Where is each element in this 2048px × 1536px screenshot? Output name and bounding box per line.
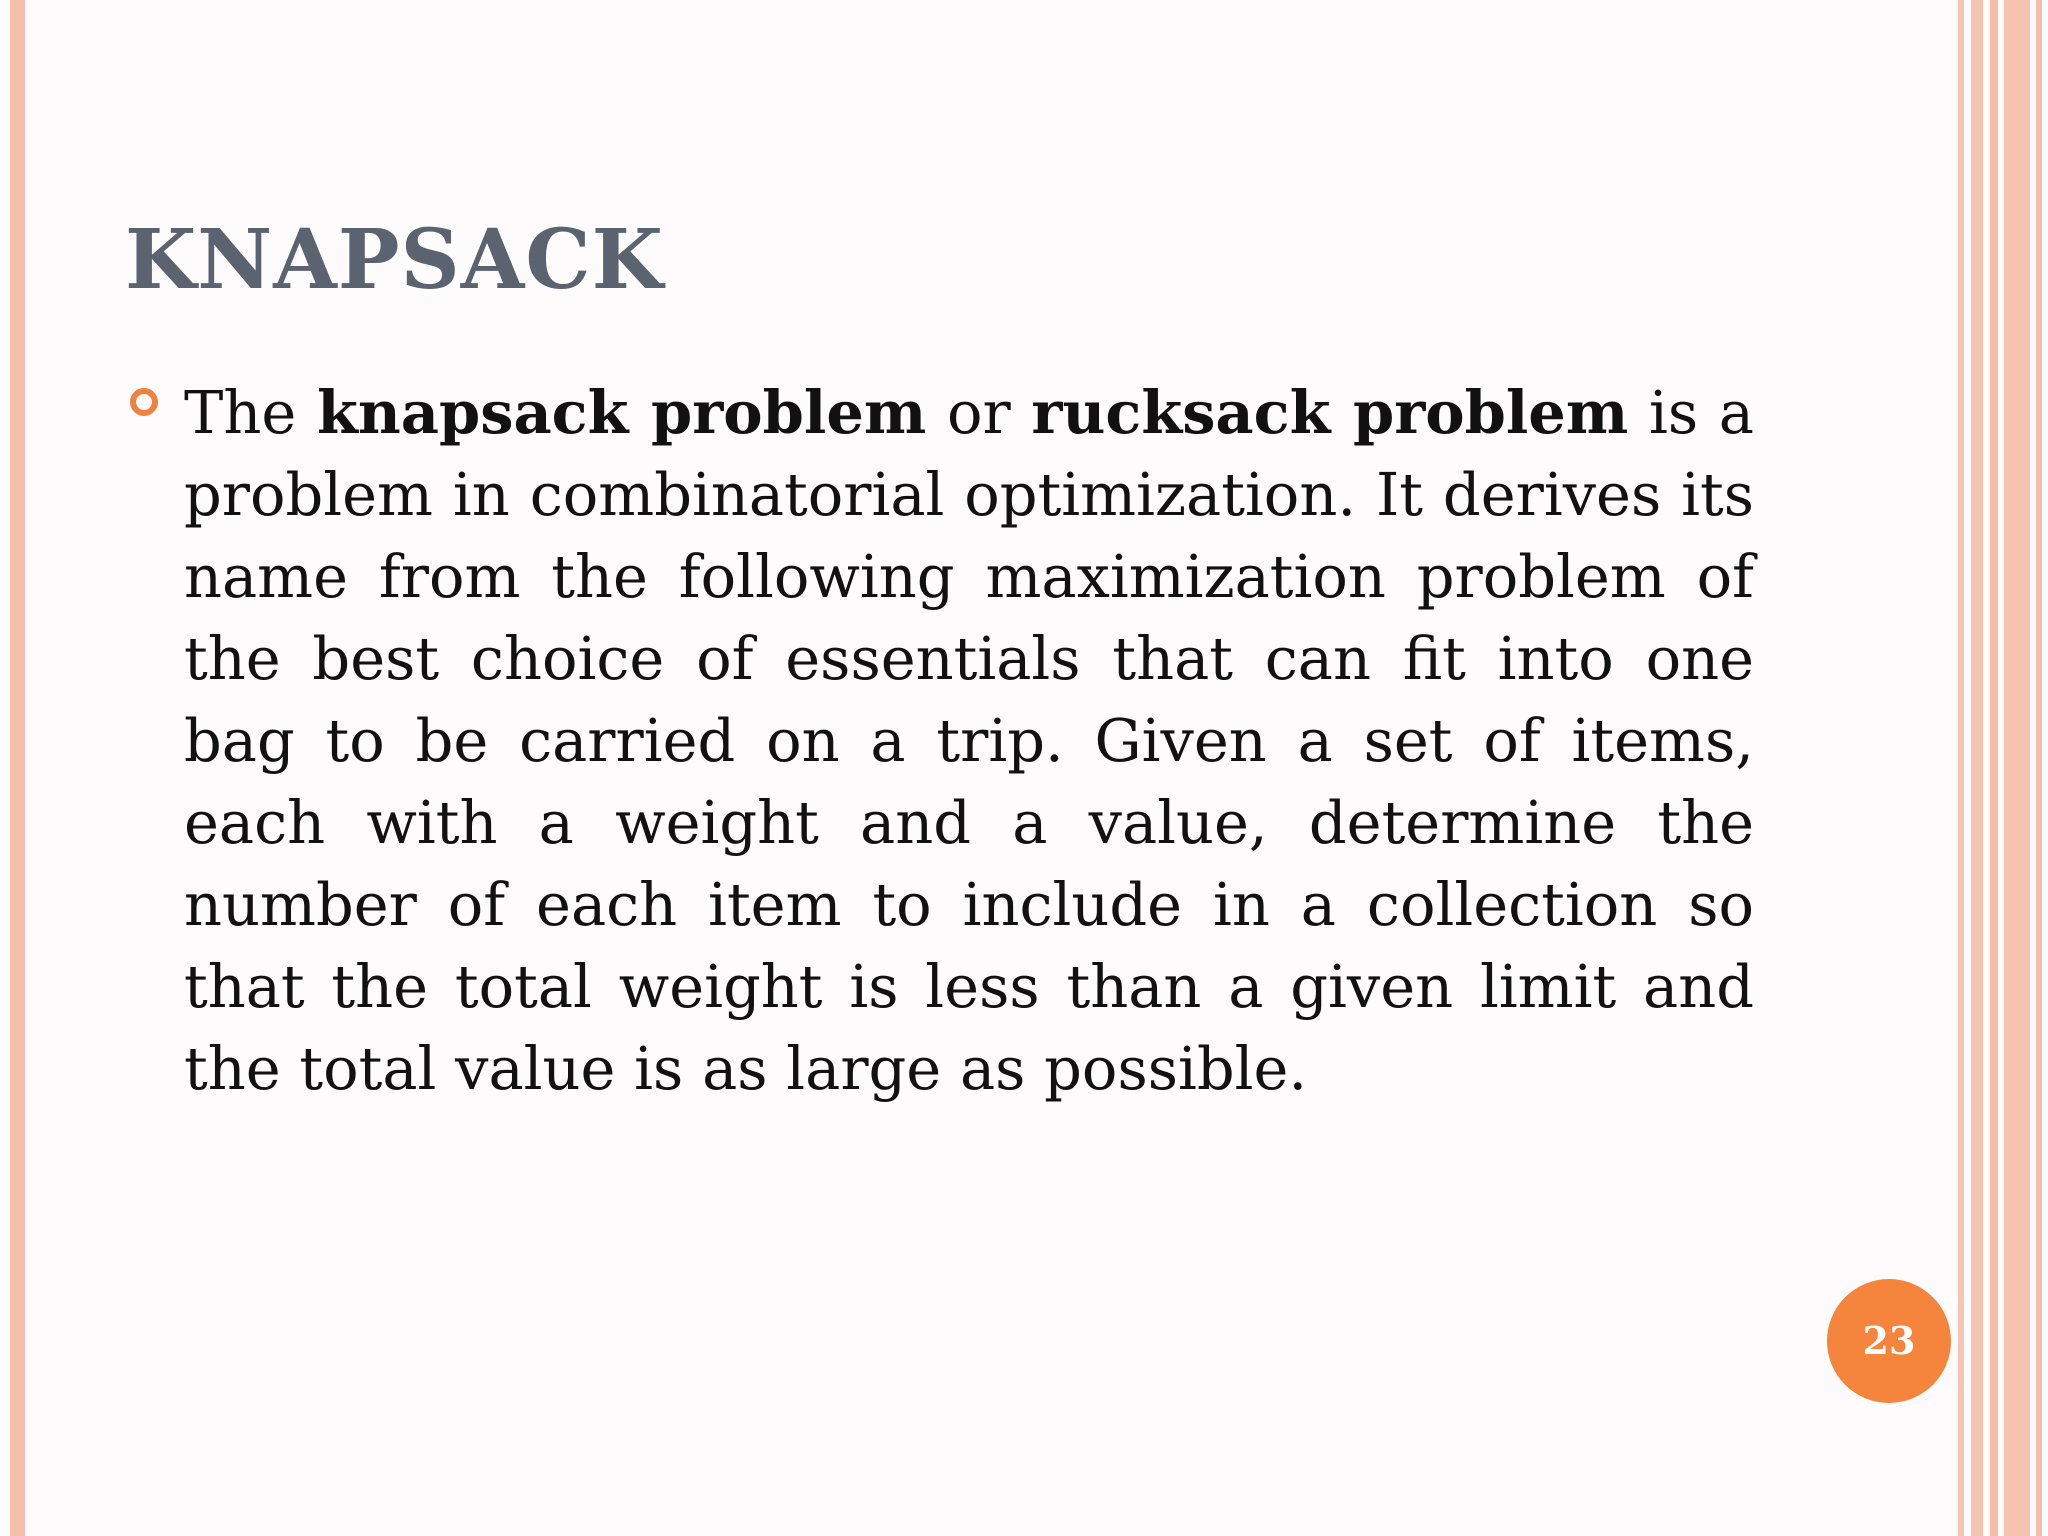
page-number-badge: 23 [1827,1279,1951,1403]
term-rucksack-problem: rucksack problem [1031,378,1629,447]
right-decorative-stripe [2004,0,2030,1536]
slide-title: KNAPSACK [125,212,664,308]
bullet-body: is a problem in combinatorial optimization. It derives its name from the following maximization problem of the best choice of essentials that can fit into one bag to be carried on a trip. Given a set of items, each with a weight and a value, determine the number of each item to include in a collection so that the total weight is less than a given limit and the total value is as large as possible. [184,378,1754,1103]
right-decorative-stripe [1971,0,1983,1536]
term-knapsack-problem: knapsack problem [316,378,927,447]
bullet-item [130,372,1755,1110]
bullet-connector: or [926,378,1032,447]
left-decorative-border [10,0,25,1536]
bullet-intro: The [184,378,317,447]
right-decorative-stripe [1958,0,1964,1536]
right-decorative-stripe [1990,0,1998,1536]
bullet-text [184,372,1754,1110]
circle-bullet-icon [130,388,158,416]
right-decorative-stripe [2036,0,2042,1536]
bullet-list [130,372,1755,1110]
